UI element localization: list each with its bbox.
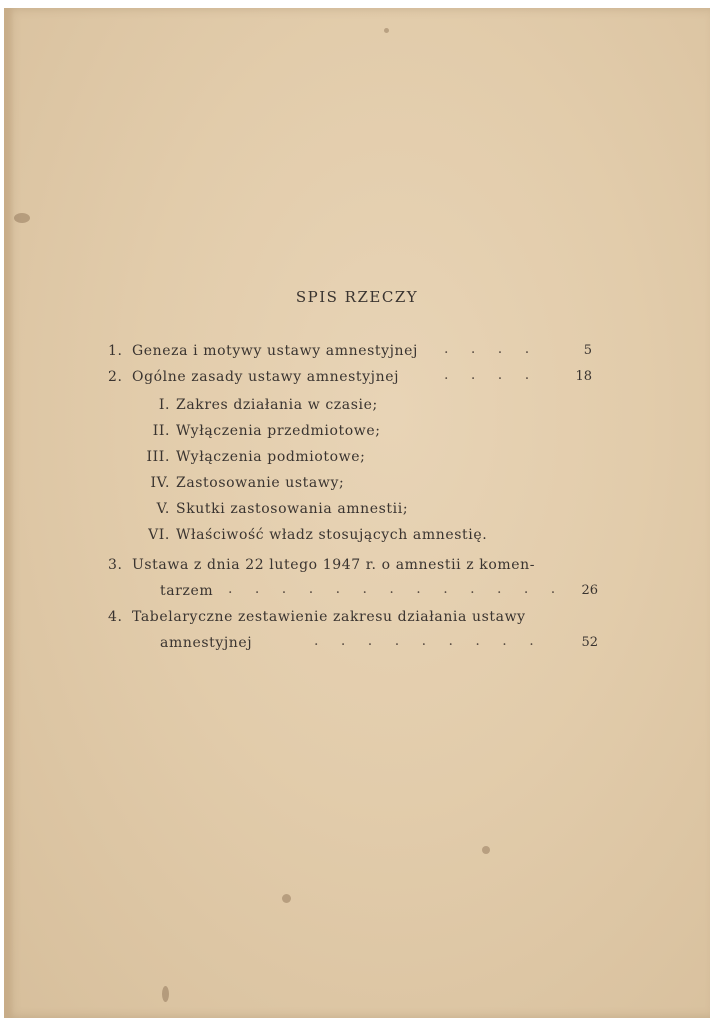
toc-subentry-number: IV. <box>150 475 170 491</box>
toc-subentry <box>140 522 487 548</box>
toc-subentry-text: Zakres działania w czasie; <box>176 397 378 413</box>
toc-subentry-text: Skutki zastosowania amnestii; <box>176 501 409 517</box>
toc-subentry-text: Wyłączenia przedmiotowe; <box>176 423 381 439</box>
toc-subentry-text: Wyłączenia podmiotowe; <box>176 449 366 465</box>
dot-leader: . . . . <box>444 367 539 383</box>
toc-subentry <box>140 418 381 444</box>
dot-leader: . . . . <box>444 341 539 357</box>
toc-subentry <box>140 470 344 496</box>
toc-subentry-number: II. <box>152 423 170 439</box>
toc-subentry-number: III. <box>146 449 170 465</box>
book-page <box>4 8 710 1018</box>
toc-entry-number: 4. <box>108 609 123 625</box>
toc-page-number: 26 <box>581 583 598 598</box>
toc-entry-text: Geneza i motywy ustawy amnestyjnej <box>132 343 418 359</box>
dot-leader: . . . . . . . . . . . . . <box>228 581 565 597</box>
toc-entry-number: 2. <box>108 369 123 385</box>
toc-subentry <box>140 444 365 470</box>
toc-subentry-number: I. <box>158 397 170 413</box>
toc-subentry-text: Właściwość władz stosujących amnestię. <box>176 527 488 543</box>
toc-entry <box>108 552 535 578</box>
toc-subentry <box>140 496 408 522</box>
toc-page-number: 52 <box>581 635 598 650</box>
toc-entry <box>108 604 526 630</box>
toc-entry-text: Tabelaryczne zestawienie zakresu działania ustawy <box>132 609 526 625</box>
toc-entry <box>108 338 418 364</box>
toc-entry <box>108 364 399 390</box>
page-title: SPIS RZECZY <box>295 288 419 306</box>
toc-subentry-text: Zastosowanie ustawy; <box>176 475 345 491</box>
toc-entry-continuation: tarzem <box>160 583 214 599</box>
toc-entry-number: 3. <box>108 557 123 573</box>
table-of-contents <box>4 8 710 1018</box>
toc-entry-number: 1. <box>108 343 123 359</box>
toc-entry-text: Ustawa z dnia 22 lutego 1947 r. o amnestii z komen- <box>132 557 536 573</box>
toc-page-number: 5 <box>583 343 592 358</box>
toc-entry-continuation: amnestyjnej <box>160 635 253 651</box>
toc-subentry <box>140 392 378 418</box>
toc-page-number: 18 <box>575 369 592 384</box>
dot-leader: . . . . . . . . . <box>314 633 543 649</box>
toc-subentry-number: V. <box>156 501 170 517</box>
toc-entry-text: Ogólne zasady ustawy amnestyjnej <box>132 369 400 385</box>
toc-subentry-number: VI. <box>148 527 170 543</box>
